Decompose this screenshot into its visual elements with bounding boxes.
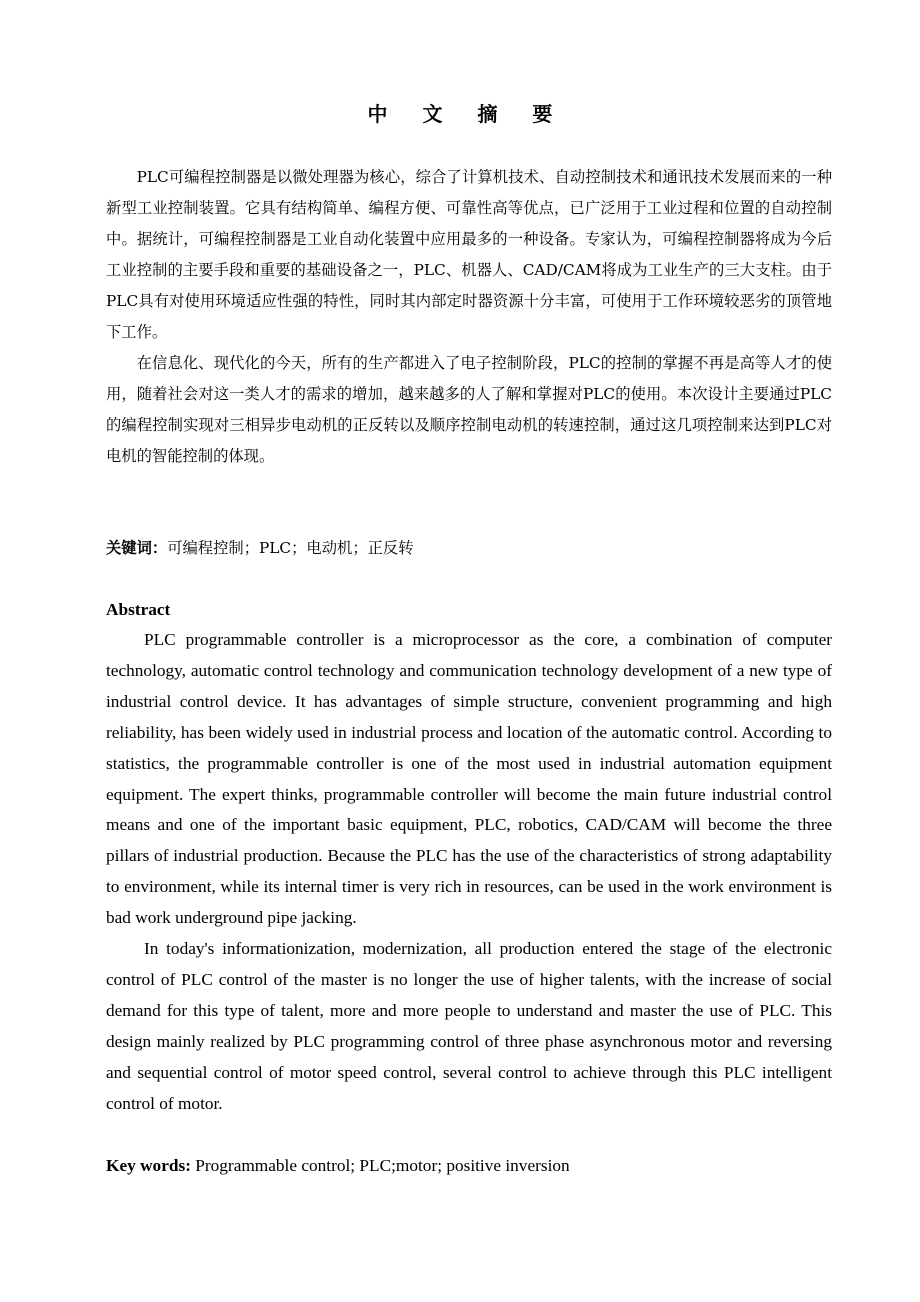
english-abstract	[106, 625, 832, 1120]
page-title: 中 文 摘 要	[367, 102, 567, 126]
chinese-keywords-label: 关键词：	[106, 539, 168, 557]
chinese-keywords	[106, 534, 832, 562]
chinese-abstract-paragraph-1: PLC可编程控制器是以微处理器为核心，综合了计算机技术、自动控制技术和通讯技术发展而来的一种新型工业控制装置。它具有结构简单、编程方便、可靠性高等优点，已广泛用于工业过程和位置的自动控制中。据统计，可编程控制器是工业自动化装置中应用最多的一种设备。专家认为，可编程控制器将成为今后工业控制的主要手段和重要的基础设备之一，PLC、机器人、CAD/CAM将成为工业生产的三大支柱。由于PLC具有对使用环境适应性强的特性，同时其内部定时器资源十分丰富，可使用于工作环境较恶劣的顶管地下工作。	[106, 168, 832, 341]
english-keywords-text: Programmable control; PLC;motor; positive inversion	[190, 1156, 570, 1175]
english-keywords	[106, 1152, 832, 1180]
chinese-abstract-paragraph-2: 在信息化、现代化的今天，所有的生产都进入了电子控制阶段，PLC的控制的掌握不再是高等人才的使用，随着社会对这一类人才的需求的增加，越来越多的人了解和掌握对PLC的使用。本次设计主要通过PLC的编程控制实现对三相异步电动机的正反转以及顺序控制电动机的转速控制，通过这几项控制来达到PLC对电机的智能控制的体现。	[106, 354, 832, 465]
english-abstract-paragraph-2: In today's informationization, modernization, all production entered the stage of the electronic control of PLC control of the master is no longer the use of higher talents, with the increase of social demand for this type of talent, more and more people to understand and master the use of PLC. This design mainly realized by PLC programming control of three phase asynchronous motor and reversing and sequential control of motor speed control, several control to achieve through this PLC intelligent control of motor.	[106, 939, 832, 1113]
english-abstract-heading: Abstract	[106, 600, 171, 619]
chinese-keywords-text: 可编程控制；PLC；电动机；正反转	[167, 539, 414, 557]
english-keywords-label: Key words:	[106, 1156, 191, 1175]
chinese-abstract	[106, 162, 832, 472]
english-abstract-paragraph-1: PLC programmable controller is a microprocessor as the core, a combination of computer technology, automatic control technology and communication technology development of a new type of industrial control device. It has advantages of simple structure, convenient programming and high reliability, has been widely used in industrial process and location of the automatic control. According to statistics, the programmable controller is one of the most used in industrial automation equipment equipment. The expert thinks, programmable controller will become the main future industrial control means and one of the important basic equipment, PLC, robotics, CAD/CAM will become the three pillars of industrial production. Because the PLC has the use of the characteristics of strong adaptability to environment, while its internal timer is very rich in resources, can be used in the work environment is bad work underground pipe jacking.	[106, 630, 832, 928]
